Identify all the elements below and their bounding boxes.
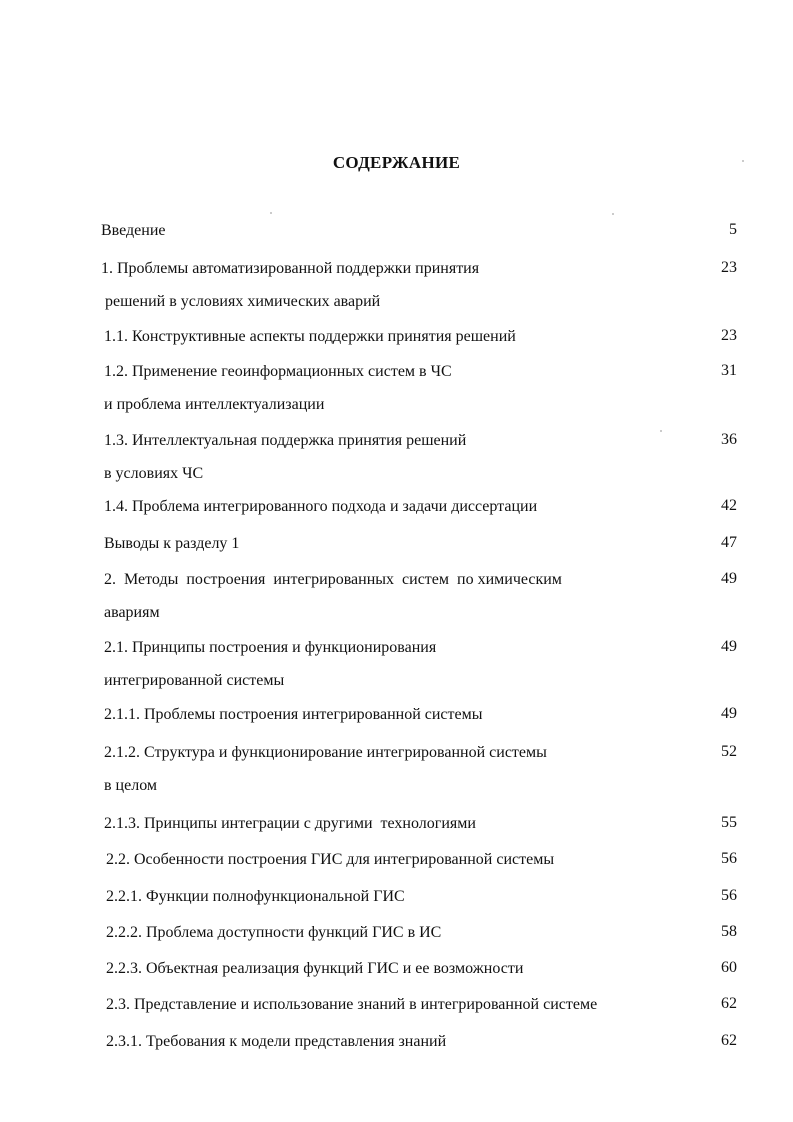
toc-entry-title	[106, 952, 523, 985]
toc-entry-title	[104, 807, 476, 840]
toc-entry-page-number: 62	[721, 995, 737, 1012]
toc-entry-line: 2.3.1. Требования к модели представления знаний	[106, 1033, 447, 1050]
toc-entry-title	[106, 916, 441, 949]
toc-entry-page-number: 47	[721, 534, 737, 551]
toc-entry-line: 1.4. Проблема интегрированного подхода и задачи диссертации	[104, 498, 538, 515]
toc-entry-line: в целом	[104, 777, 158, 794]
toc-entry-line: Выводы к разделу 1	[104, 535, 240, 552]
toc-entry-title	[104, 320, 516, 353]
toc-entry-line: 2. Методы построения интегрированных систем по химическим	[104, 571, 562, 588]
toc-entry-line: и проблема интеллектуализации	[104, 396, 325, 413]
toc-entry-line: 2.2.1. Функции полнофункциональной ГИС	[106, 888, 405, 905]
toc-entry-line: 1.2. Применение геоинформационных систем в ЧС	[104, 363, 452, 380]
toc-entry-line: Введение	[101, 222, 166, 239]
toc-entry-title	[104, 424, 466, 490]
toc-entry-title	[104, 736, 547, 802]
toc-entry-title	[104, 631, 436, 697]
toc-entry-page-number: 5	[729, 221, 737, 238]
toc-entry-title	[106, 843, 554, 876]
toc-entry-page-number: 52	[721, 743, 737, 760]
toc-entry-line: 2.1.2. Структура и функционирование интегрированной системы	[104, 744, 547, 761]
toc-entry-page-number: 42	[721, 497, 737, 514]
toc-entry-page-number: 60	[721, 959, 737, 976]
toc-entry-page-number: 23	[721, 327, 737, 344]
toc-entry-page-number: 58	[721, 923, 737, 940]
toc-entry-line: 2.2. Особенности построения ГИС для интегрированной системы	[106, 851, 555, 868]
toc-entry-page-number: 49	[721, 570, 737, 587]
toc-entry-line: интегрированной системы	[104, 672, 285, 689]
toc-entry-title	[101, 214, 166, 247]
toc-entry-title	[104, 355, 452, 421]
toc-entry-page-number: 56	[721, 887, 737, 904]
toc-entry-line: 2.1. Принципы построения и функционирования	[104, 639, 437, 656]
toc-entry-line: 2.2.3. Объектная реализация функций ГИС и ее возможности	[106, 960, 524, 977]
toc-entry-line: решений в условиях химических аварий	[101, 293, 381, 310]
toc-entry-title	[106, 880, 405, 913]
toc-entry-line: 1. Проблемы автоматизированной поддержки принятия	[101, 260, 480, 277]
toc-entry-page-number: 36	[721, 431, 737, 448]
toc-entry-page-number: 49	[721, 705, 737, 722]
toc-entry-line: авариям	[104, 604, 160, 621]
toc-entry-page-number: 49	[721, 638, 737, 655]
toc-entry-line: 2.1.1. Проблемы построения интегрированной системы	[104, 706, 483, 723]
toc-entry-line: в условиях ЧС	[104, 465, 204, 482]
toc-entry-title	[104, 563, 562, 629]
toc-entry-page-number: 62	[721, 1032, 737, 1049]
toc-entry-title	[104, 490, 537, 523]
toc-entry-title	[104, 527, 239, 560]
toc-entry-title	[106, 1025, 446, 1058]
toc-entry-page-number: 23	[721, 259, 737, 276]
toc-entry-line: 1.1. Конструктивные аспекты поддержки принятия решений	[104, 328, 516, 345]
toc-entry-line: 1.3. Интеллектуальная поддержка принятия решений	[104, 432, 467, 449]
toc-entry-title	[104, 698, 483, 731]
toc-entry-title	[101, 252, 479, 318]
toc-entry-page-number: 56	[721, 850, 737, 867]
toc-entry-line: 2.3. Представление и использование знаний в интегрированной системе	[106, 996, 598, 1013]
toc-entry-line: 2.1.3. Принципы интеграции с другими технологиями	[104, 815, 476, 832]
toc-entry-page-number: 55	[721, 814, 737, 831]
toc-entry-line: 2.2.2. Проблема доступности функций ГИС в ИС	[106, 924, 442, 941]
toc-entry-page-number: 31	[721, 362, 737, 379]
toc-entry-title	[106, 988, 597, 1021]
page-title: СОДЕРЖАНИЕ	[332, 153, 461, 172]
